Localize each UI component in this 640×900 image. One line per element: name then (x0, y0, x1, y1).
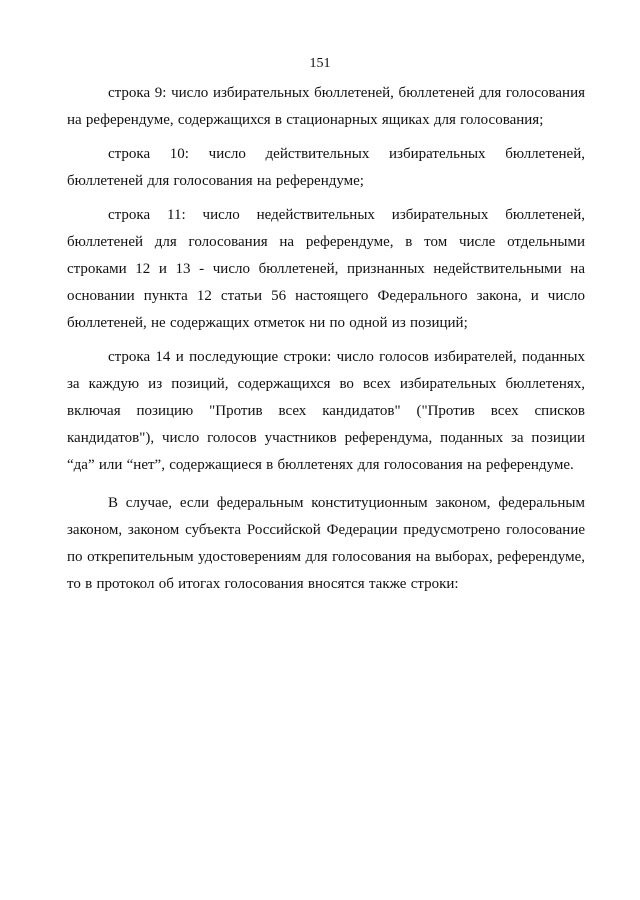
document-body (67, 80, 585, 605)
page-number: 151 (309, 56, 331, 71)
paragraph-line-14: строка 14 и последующие строки: число голосов избирателей, поданных за каждую из позиций, содержащихся во всех избирательных бюллетенях, включая позицию "Против всех кандидатов" ("Против всех списков кандидатов"), число голосов участников референдума, поданных за позиции “да” или “нет”, содержащиеся в бюллетенях для голосования на референдуме. (67, 349, 585, 473)
paragraph-line-11: строка 11: число недействительных избирательных бюллетеней, бюллетеней для голосования на референдуме, в том числе отдельными строками 12 и 13 - число бюллетеней, признанных недействительными на основании пункта 12 статьи 56 настоящего Федерального закона, и число бюллетеней, не содержащих отметок ни по одной из позиций; (67, 207, 585, 331)
paragraph-absentee-voting: В случае, если федеральным конституционным законом, федеральным законом, законом субъекта Российской Федерации предусмотрено голосование по открепительным удостоверениям для голосования на выборах, референдуме, то в протокол об итогах голосования вносятся также строки: (67, 495, 585, 592)
paragraph-line-10: строка 10: число действительных избирательных бюллетеней, бюллетеней для голосования на референдуме; (67, 146, 585, 189)
paragraph-line-9: строка 9: число избирательных бюллетеней, бюллетеней для голосования на референдуме, содержащихся в стационарных ящиках для голосования; (67, 85, 585, 128)
